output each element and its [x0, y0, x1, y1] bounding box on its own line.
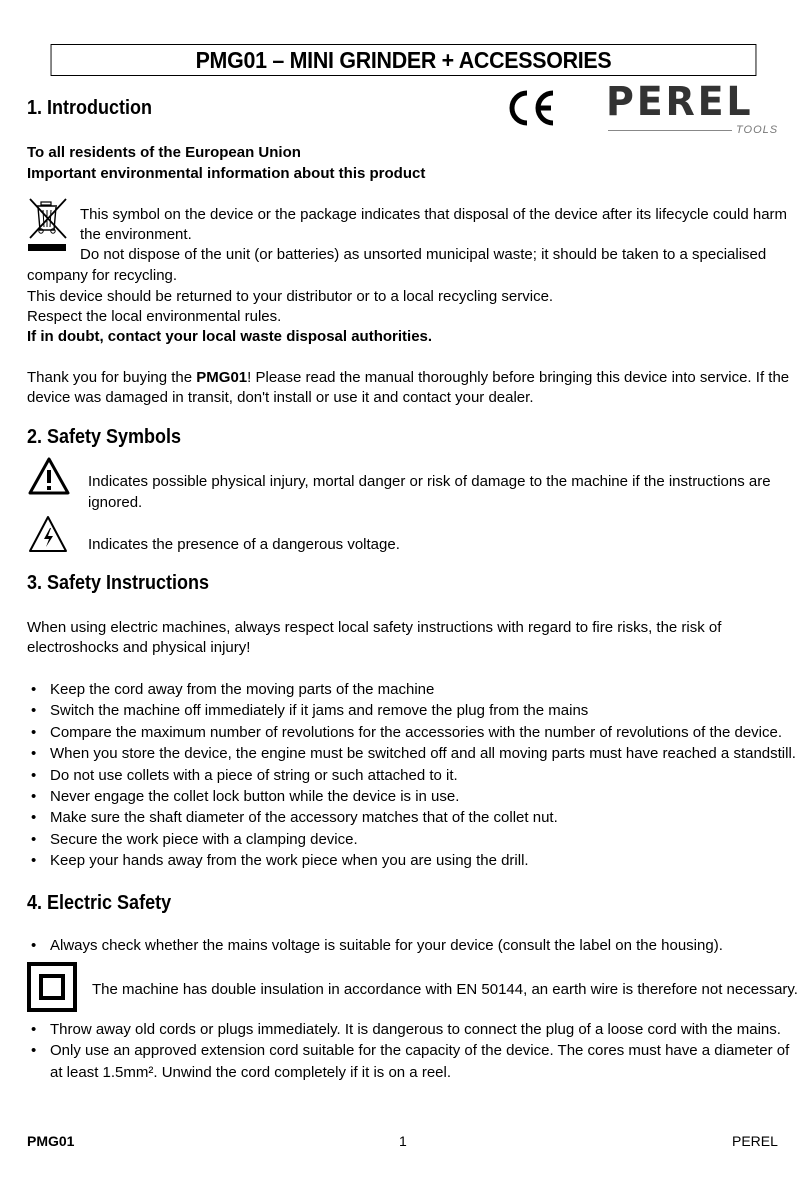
list-item: • Secure the work piece with a clamping device. — [26, 829, 796, 850]
safety-intro-1: When using electric machines, always respect local safety instructions with regard to fire risks, the risk of — [27, 619, 722, 636]
footer-model: PMG01 — [27, 1133, 75, 1149]
list-item: • When you store the device, the engine must be switched off and all moving parts must have reached a standstill. — [26, 743, 796, 764]
high-voltage-icon — [27, 514, 69, 559]
footer-page-number: 1 — [399, 1133, 407, 1149]
ce-mark-icon — [506, 88, 558, 133]
weee-text-1: This symbol on the device or the package indicates that disposal of the device after its lifecycle could harm — [80, 206, 788, 223]
footer-brand: PEREL — [732, 1133, 778, 1149]
logo-rule — [608, 130, 732, 131]
doubt-line: If in doubt, contact your local waste disposal authorities. — [27, 328, 433, 345]
list-item: • Do not use collets with a piece of string or such attached to it. — [26, 765, 796, 786]
list-item: • Make sure the shaft diameter of the accessory matches that of the collet nut. — [26, 807, 796, 828]
electric-safety-list-1 — [26, 935, 796, 956]
insulation-text: The machine has double insulation in accordance with EN 50144, an earth wire is therefore not necessary. — [92, 981, 798, 998]
list-item: • Never engage the collet lock button while the device is in use. — [26, 786, 796, 807]
list-item: • Compare the maximum number of revolutions for the accessories with the number of revolutions of the device. — [26, 722, 796, 743]
safety-instructions-list — [26, 679, 796, 872]
heading-safety-symbols: 2. Safety Symbols — [27, 426, 182, 448]
warning-text-2: ignored. — [88, 494, 143, 511]
electric-safety-list-2 — [26, 1019, 796, 1083]
weee-text-2b: company for recycling. — [27, 267, 178, 284]
logo-sub: TOOLS — [736, 124, 779, 136]
list-item: • Keep the cord away from the moving parts of the machine — [26, 679, 796, 700]
crossed-out-bin-icon — [27, 196, 69, 257]
heading-electric-safety: 4. Electric Safety — [27, 892, 172, 914]
safety-intro-2: electroshocks and physical injury! — [27, 639, 251, 656]
weee-text-1b: the environment. — [80, 226, 192, 243]
environmental-info-line: Important environmental information about this product — [27, 165, 426, 182]
thanks-line-1: Thank you for buying the PMG01! Please read the manual thoroughly before bringing this device into service. If the — [27, 369, 790, 386]
return-device-line: This device should be returned to your distributor or to a local recycling service. — [27, 288, 554, 305]
warning-triangle-icon — [27, 456, 71, 501]
thanks-line-2: device was damaged in transit, don't install or use it and contact your dealer. — [27, 389, 534, 406]
respect-rules-line: Respect the local environmental rules. — [27, 308, 282, 325]
voltage-text: Indicates the presence of a dangerous voltage. — [88, 536, 400, 553]
double-insulation-icon — [27, 962, 77, 1017]
eu-residents-line: To all residents of the European Union — [27, 144, 301, 161]
list-item: • Only use an approved extension cord suitable for the capacity of the device. The cores must have a diameter of at least 1.5mm². Unwind the cord completely if it is on a reel. — [26, 1040, 796, 1083]
document-title: PMG01 – MINI GRINDER + ACCESSORIES — [51, 44, 757, 76]
list-item: • Always check whether the mains voltage is suitable for your device (consult the label on the housing). — [26, 935, 796, 956]
list-item: • Keep your hands away from the work piece when you are using the drill. — [26, 850, 796, 871]
warning-text-1: Indicates possible physical injury, mortal danger or risk of damage to the machine if the instructions are — [88, 473, 771, 490]
list-item: • Switch the machine off immediately if it jams and remove the plug from the mains — [26, 700, 796, 721]
list-item: • Throw away old cords or plugs immediately. It is dangerous to connect the plug of a loose cord with the mains. — [26, 1019, 796, 1040]
heading-introduction: 1. Introduction — [27, 97, 153, 119]
perel-logo — [606, 80, 786, 140]
logo-brand: PEREL — [606, 79, 754, 125]
heading-safety-instructions: 3. Safety Instructions — [27, 572, 210, 594]
weee-text-2: Do not dispose of the unit (or batteries) as unsorted municipal waste; it should be taken to a specialised — [80, 246, 767, 263]
